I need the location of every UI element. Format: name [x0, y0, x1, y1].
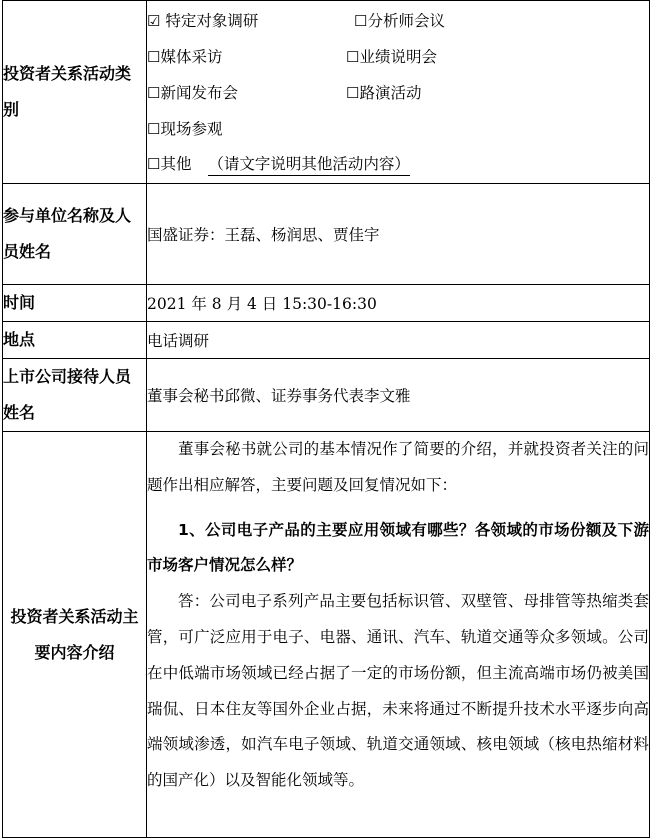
row-location [3, 322, 650, 359]
row-reception [3, 359, 650, 432]
option-label: 特定对象调研 [160, 12, 259, 30]
option-specific-research[interactable] [147, 4, 258, 40]
checkbox-icon: ☐ [147, 155, 161, 173]
time-label: 时间 [3, 285, 147, 322]
checkbox-icon: ☐ [346, 84, 360, 102]
time-value: 2021 年 8 月 4 日 15:30-16:30 [147, 285, 650, 322]
row-content [3, 432, 650, 838]
other-activity-note: （请文字说明其他活动内容） [208, 155, 410, 176]
option-label: 路演活动 [359, 84, 422, 102]
content-question-1: 1、公司电子产品的主要应用领域有哪些？各领域的市场份额及下游市场客户情况怎么样？ [147, 520, 649, 575]
option-label: 媒体采访 [160, 48, 223, 66]
checkbox-icon: ☐ [147, 48, 161, 66]
option-analyst-meeting[interactable] [354, 4, 445, 40]
row-activity-type [3, 1, 650, 184]
option-media-interview[interactable] [147, 40, 222, 76]
checkbox-icon: ☐ [147, 84, 161, 102]
participants-value: 国盛证券：王磊、杨润思、贾佳宇 [147, 184, 650, 285]
investor-relations-table [2, 0, 650, 838]
option-label: 分析师会议 [367, 12, 445, 30]
content-label: 投资者关系活动主要内容介绍 [3, 432, 147, 838]
option-label: 现场参观 [160, 120, 223, 138]
content-intro: 董事会秘书就公司的基本情况作了简要的介绍，并就投资者关注的问题作出相应解答，主要问题及回复情况如下： [147, 440, 649, 494]
checkbox-icon: ☐ [354, 12, 368, 30]
reception-label: 上市公司接待人员姓名 [3, 359, 147, 432]
row-participants [3, 184, 650, 285]
row-time [3, 285, 650, 322]
reception-value: 董事会秘书邱微、证券事务代表李文雅 [147, 359, 650, 432]
option-label: 业绩说明会 [359, 48, 437, 66]
checkbox-icon: ☐ [346, 48, 360, 66]
content-answer-1: 答：公司电子系列产品主要包括标识管、双壁管、母排管等热缩类套管，可广泛应用于电子、电器、通讯、汽车、轨道交通等众多领域。公司在中低端市场领域已经占据了一定的市场份额，但主流高端市场仍被美国瑞侃、日本住友等国外企业占据，未来将通过不断提升技术水平逐步向高端领域渗透，如汽车电子领域、轨道交通领域、核电领域（核电热缩材料的国产化）以及智能化领域等。 [147, 592, 649, 790]
content-body [147, 432, 650, 838]
option-earnings-call[interactable] [346, 40, 437, 76]
option-site-visit[interactable] [147, 112, 222, 148]
participants-label: 参与单位名称及人员姓名 [3, 184, 147, 285]
option-roadshow[interactable] [346, 76, 421, 112]
activity-type-options [147, 1, 650, 184]
option-other[interactable] [147, 147, 410, 183]
location-label: 地点 [3, 322, 147, 359]
option-label: 其他 [160, 155, 192, 173]
option-press-conference[interactable] [147, 76, 238, 112]
checked-box-icon: ☑ [147, 12, 161, 30]
checkbox-icon: ☐ [147, 120, 161, 138]
location-value: 电话调研 [147, 322, 650, 359]
activity-type-label: 投资者关系活动类别 [3, 1, 147, 184]
option-label: 新闻发布会 [160, 84, 238, 102]
